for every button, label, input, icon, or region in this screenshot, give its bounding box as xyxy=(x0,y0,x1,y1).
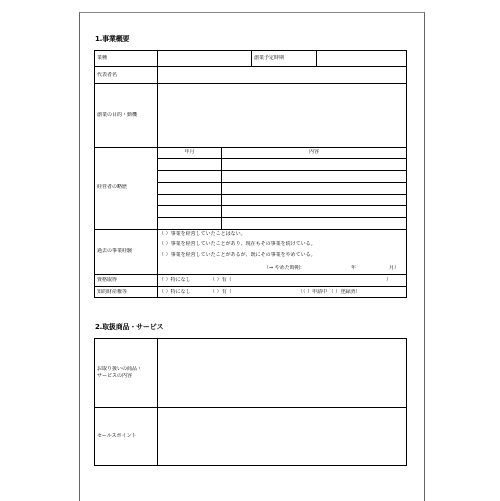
section-2-title: 2.取扱商品・サービス xyxy=(95,323,164,331)
career-label: 経営者の略歴 xyxy=(97,184,128,190)
business-type-label: 業種 xyxy=(97,55,108,61)
license-close-paren: ） xyxy=(386,277,392,283)
quit-month-label: 月） xyxy=(389,265,400,271)
products-label-line1: お取り扱いの商品・ xyxy=(97,366,143,372)
start-date-label: 創業予定時期 xyxy=(254,55,285,61)
representative-label: 代表者名 xyxy=(97,72,118,78)
past-business-option-quit[interactable]: （ ）事業を経営していたことがあるが、既にその事業をやめている。 xyxy=(159,252,316,258)
start-date-field[interactable] xyxy=(317,51,406,66)
ip-none-option[interactable]: （ ）特になし xyxy=(159,289,191,295)
license-label: 資格取得 xyxy=(97,277,118,283)
quit-year-label: 年 xyxy=(351,265,357,271)
representative-field[interactable] xyxy=(158,67,406,83)
section-1-title: 1.事業概要 xyxy=(95,35,130,43)
purpose-label: 創業の目的・動機 xyxy=(97,112,138,118)
past-business-label: 過去の事業経験 xyxy=(97,248,133,254)
purpose-field[interactable] xyxy=(158,84,406,147)
past-business-option-none[interactable]: （ ）事業を経営していたことはない。 xyxy=(159,231,246,237)
products-field[interactable] xyxy=(158,339,406,407)
license-none-option[interactable]: （ ）特になし xyxy=(159,277,191,283)
selling-points-field[interactable] xyxy=(158,408,406,465)
career-header-content: 内容 xyxy=(308,149,319,155)
ip-label: 知的財産権等 xyxy=(97,289,128,295)
ip-status-options[interactable]: （（ ）申請中 （ ）登録済） xyxy=(298,289,361,295)
past-business-option-continuing[interactable]: （ ）事業を経営していたことがあり、現在もその事業を続けている。 xyxy=(159,241,316,247)
selling-points-label: セールスポイント xyxy=(97,433,137,439)
ip-yes-option[interactable]: （ ）有（ xyxy=(210,289,232,295)
products-label-line2: サービスの内容 xyxy=(97,373,133,379)
business-type-field[interactable] xyxy=(158,51,251,66)
quit-date-label: （⇒ やめた時期： xyxy=(264,265,305,271)
license-yes-option[interactable]: （ ）有（ xyxy=(210,277,232,283)
career-header-date: 年月 xyxy=(184,149,195,155)
